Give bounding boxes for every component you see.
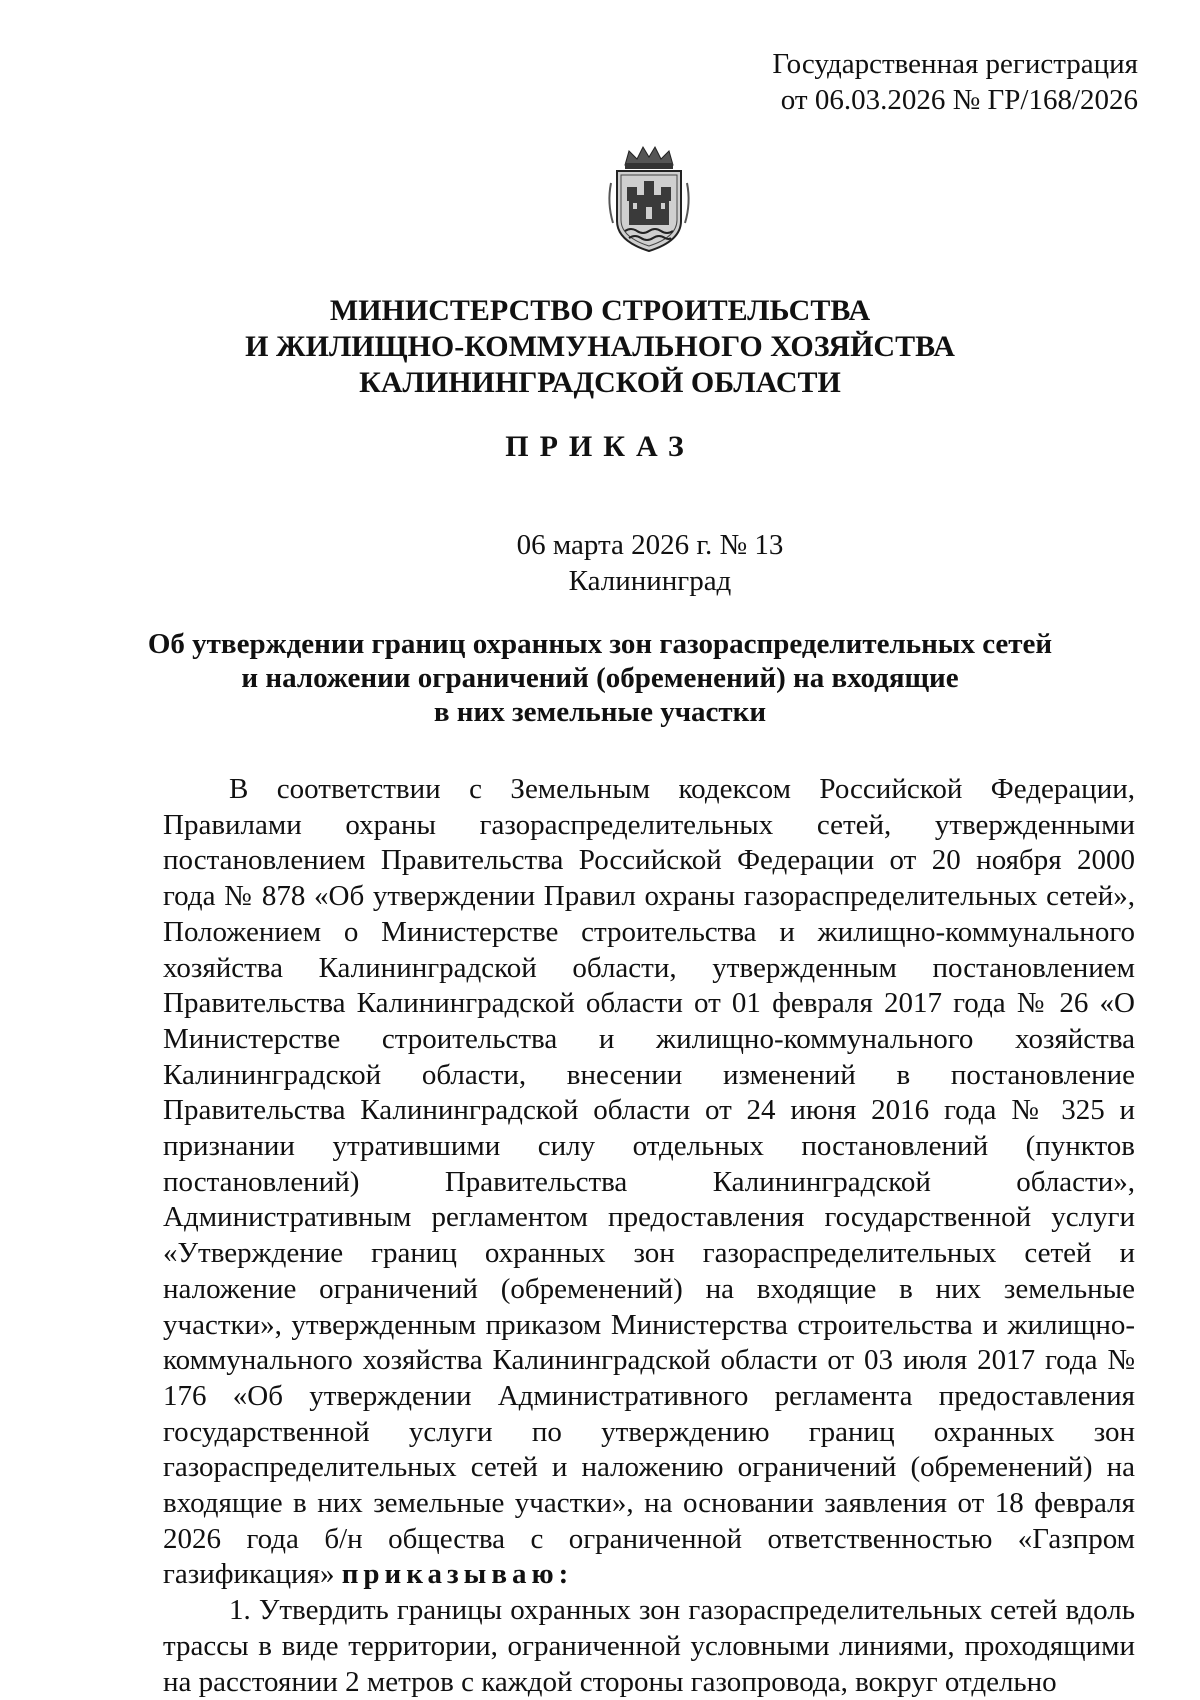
ministry-name	[0, 293, 1200, 401]
preamble-text: В соответствии с Земельным кодексом Российской Федерации, Правилами охраны газораспределительных сетей, утвержденными постановлением Правительства Российской Федерации от 20 ноября 2000 года № 878 «Об утверждении Правил охраны газораспределительных сетей», Положением о Министерстве строительства и жилищно-коммунального хозяйства Калининградской области, утвержденным постановлением Правительства Калининградской области от 01 февраля 2017 года № 26 «О Министерстве строительства и жилищно-коммунального хозяйства Калининградской области, внесении изменений в постановление Правительства Калининградской области от 24 июня 2016 года № 325 и признании утратившими силу отдельных постановлений (пунктов постановлений) Правительства Калининградской области», Административным регламентом предоставления государственной услуги «Утверждение границ охранных зон газораспределительных сетей и наложение ограничений (обременений) на входящие в них земельные участки», утвержденным приказом Министерства строительства и жилищно-коммунального хозяйства Калининградской области от 03 июля 2017 года № 176 «Об утверждении Административного регламента предоставления государственной услуги по утверждению границ охранных зон газораспределительных сетей и наложению ограничений (обременений) на входящие в них земельные участки», на основании заявления от 18 февраля 2026 года б/н общества с ограниченной ответственностью «Газпром газификация»	[163, 773, 1135, 1591]
preamble-paragraph	[163, 772, 1135, 1593]
order-body	[163, 772, 1135, 1700]
subject-line-3: в них земельные участки	[433, 696, 767, 728]
order-directive-word: приказываю:	[341, 1558, 574, 1591]
document-type-title: ПРИКАЗ	[505, 430, 695, 463]
subject-line-1: Об утверждении границ охранных зон газораспределительных сетей	[147, 628, 1053, 660]
ministry-line-3: КАЛИНИНГРАДСКОЙ ОБЛАСТИ	[359, 366, 841, 399]
ministry-line-1: МИНИСТЕРСТВО СТРОИТЕЛЬСТВА	[329, 294, 871, 327]
order-date-number: 06 марта 2026 г. № 13	[516, 529, 784, 561]
order-city: Калининград	[568, 565, 732, 597]
order-date-place	[500, 527, 800, 599]
order-item-1: 1. Утвердить границы охранных зон газораспределительных сетей вдоль трассы в виде территории, ограниченной условными линиями, проходящими на расстоянии 2 метров с каждой стороны газопровода, вокруг отдельно	[163, 1594, 1135, 1698]
order-subject	[100, 627, 1100, 729]
kaliningrad-coat-of-arms-icon	[603, 143, 695, 255]
ministry-line-2: И ЖИЛИЩНО-КОММУНАЛЬНОГО ХОЗЯЙСТВА	[245, 330, 955, 363]
subject-line-2: и наложении ограничений (обременений) на входящие	[241, 662, 959, 694]
registration-stamp	[772, 46, 1138, 118]
registration-line-1: Государственная регистрация	[772, 48, 1138, 80]
registration-line-2: от 06.03.2026 № ГР/168/2026	[780, 84, 1138, 116]
